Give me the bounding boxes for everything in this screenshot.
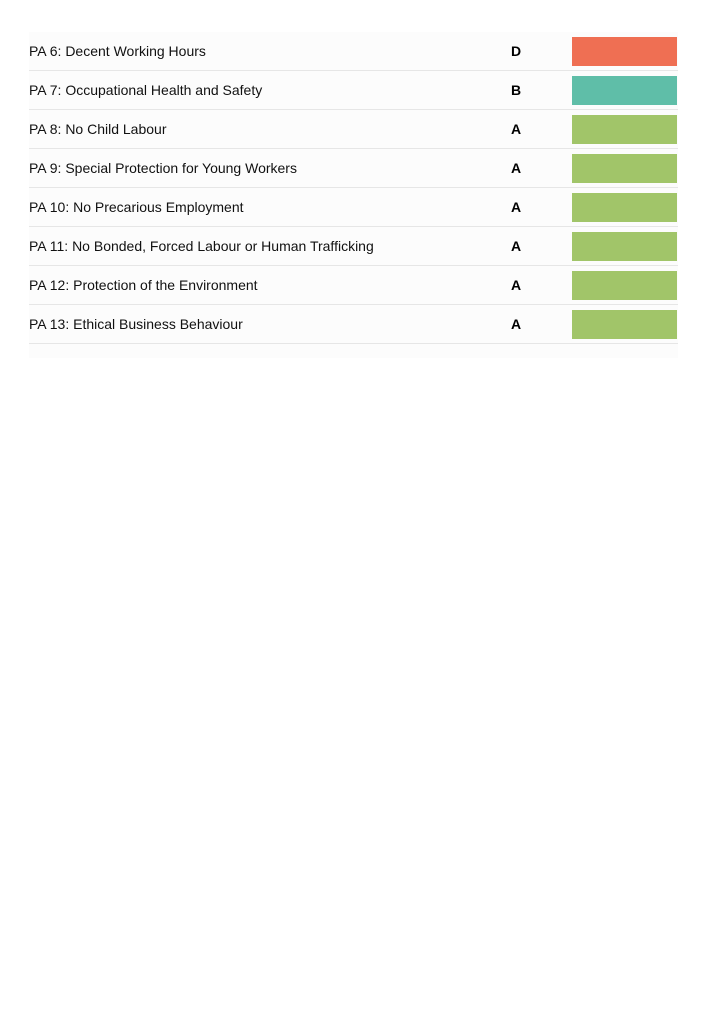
grade-color-swatch: [572, 310, 677, 339]
performance-area-label: PA 13: Ethical Business Behaviour: [29, 316, 243, 332]
performance-area-table: [29, 32, 678, 358]
grade-color-swatch: [572, 193, 677, 222]
performance-area-label: PA 6: Decent Working Hours: [29, 43, 206, 59]
grade-value: A: [510, 121, 522, 137]
grade-value: A: [510, 316, 522, 332]
grade-value: A: [510, 160, 522, 176]
grade-color-swatch: [572, 37, 677, 66]
table-row: [29, 305, 678, 344]
grade-value: D: [510, 43, 522, 59]
performance-area-label: PA 8: No Child Labour: [29, 121, 167, 137]
table-row: [29, 266, 678, 305]
table-row: [29, 110, 678, 149]
table-row: [29, 227, 678, 266]
performance-area-label: PA 10: No Precarious Employment: [29, 199, 244, 215]
grade-color-swatch: [572, 154, 677, 183]
performance-area-label: PA 9: Special Protection for Young Workers: [29, 160, 297, 176]
grade-color-swatch: [572, 76, 677, 105]
grade-value: A: [510, 238, 522, 254]
grade-value: A: [510, 277, 522, 293]
grade-color-swatch: [572, 271, 677, 300]
performance-area-label: PA 7: Occupational Health and Safety: [29, 82, 263, 98]
table-row: [29, 188, 678, 227]
performance-area-label: PA 12: Protection of the Environment: [29, 277, 258, 293]
performance-area-label: PA 11: No Bonded, Forced Labour or Human Trafficking: [29, 238, 374, 254]
table-row: [29, 71, 678, 110]
grade-color-swatch: [572, 232, 677, 261]
grade-value: B: [510, 82, 522, 98]
table-row: [29, 149, 678, 188]
grade-color-swatch: [572, 115, 677, 144]
grade-value: A: [510, 199, 522, 215]
table-row: [29, 32, 678, 71]
